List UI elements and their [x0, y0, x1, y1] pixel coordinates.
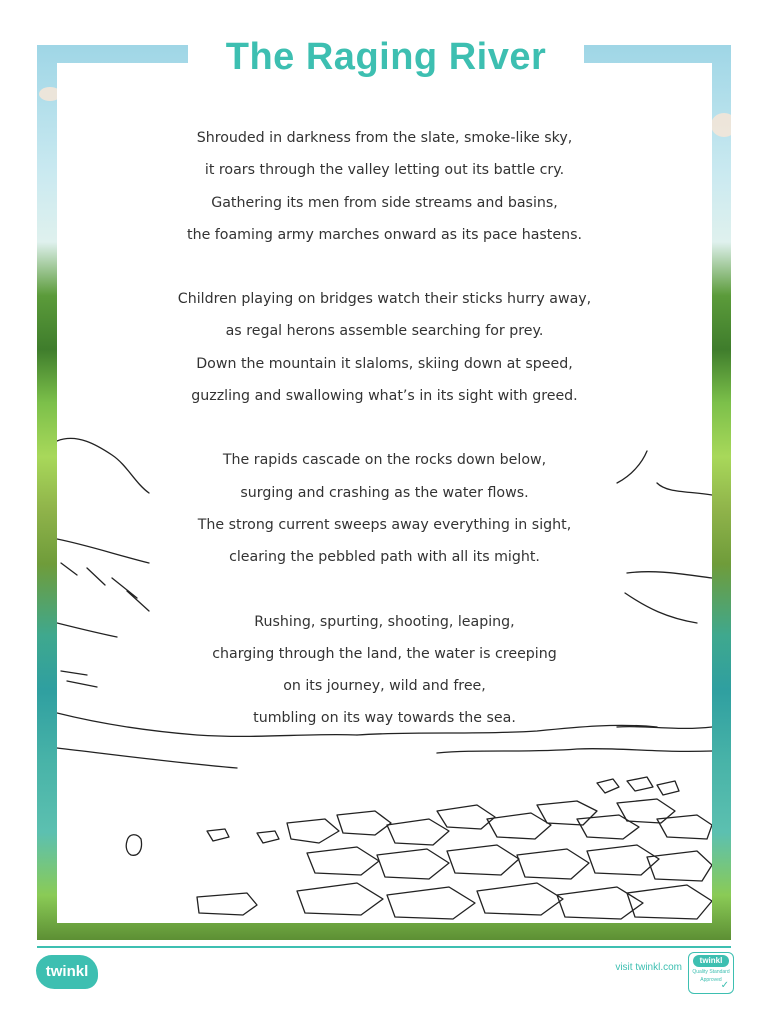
stanza-1 [57, 122, 712, 251]
badge-line-1: Quality Standard [692, 969, 730, 975]
poem-line: Rushing, spurting, shooting, leaping, [254, 613, 515, 630]
stanza-2 [57, 283, 712, 412]
poem-line: surging and crashing as the water flows. [240, 484, 529, 501]
poem-line: as regal herons assemble searching for prey. [225, 323, 544, 340]
poem-line: clearing the pebbled path with all its might. [229, 549, 540, 566]
poem-line: charging through the land, the water is creeping [212, 645, 557, 662]
badge-title: twinkl [693, 955, 729, 967]
poem-text [57, 122, 712, 767]
footer-divider [37, 946, 731, 948]
stanza-3 [57, 444, 712, 573]
poem-line: guzzling and swallowing what’s in its sight with greed. [191, 388, 578, 405]
badge-line-2: Approved [700, 977, 722, 983]
poem-line: Shrouded in darkness from the slate, smoke-like sky, [196, 130, 573, 146]
stanza-4 [57, 606, 712, 735]
poem-line: on its journey, wild and free, [283, 678, 486, 695]
quality-standard-badge-icon [688, 952, 734, 994]
poem-line: The strong current sweeps away everything in sight, [197, 516, 572, 533]
poem-line: Children playing on bridges watch their sticks hurry away, [177, 291, 592, 308]
twinkl-logo-icon[interactable]: twinkl [36, 955, 98, 989]
poem-line: Down the mountain it slaloms, skiing down at speed, [196, 355, 573, 372]
poem-line: Gathering its men from side streams and basins, [211, 194, 558, 211]
page-title: The Raging River [225, 36, 547, 78]
poem-line: it roars through the valley letting out its battle cry. [204, 162, 565, 179]
poem-line: The rapids cascade on the rocks down below, [222, 452, 547, 469]
visit-twinkl-link[interactable]: visit twinkl.com [615, 962, 682, 973]
poem-line: the foaming army marches onward as its pace hastens. [187, 226, 582, 243]
checkmark-icon: ✓ [720, 980, 729, 991]
cloud-right [711, 113, 731, 137]
poem-line: tumbling on its way towards the sea. [253, 710, 516, 727]
